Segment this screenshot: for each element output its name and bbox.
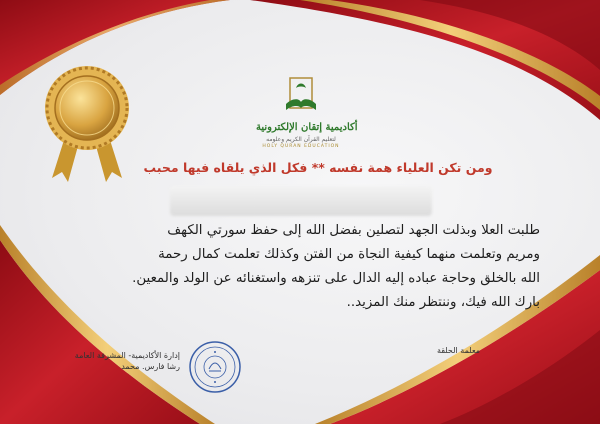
admin-name: رشا فارس. محمد (121, 362, 180, 371)
certificate-body (60, 219, 540, 315)
body-line: بارك الله فيك، وننتظر منك المزيد.. (346, 295, 540, 310)
body-line: طلبت العلا وبذلت الجهد لتصلين بفضل الله إلى حفظ سورتي الكهف (167, 223, 540, 238)
logo-english: HOLY QURAN EDUCATION (262, 144, 340, 149)
academy-logo (256, 78, 358, 160)
medal-icon (45, 66, 129, 150)
stamp-icon (190, 342, 240, 392)
body-line: ومريم وتعلمت منهما كيفية النجاة من الفتن وكذلك تعلمت كمال رحمة (158, 247, 540, 262)
logo-subtitle: لتعليم القرآن الكريم وعلومه (266, 136, 336, 143)
motto: ومن تكن العلياء همة نفسه ** فكل الذي يلقاه فيها محبب (143, 160, 493, 175)
logo-name: أكاديمية إتقان الإلكترونية (256, 122, 358, 133)
recipient-name-blurred (170, 186, 432, 216)
body-line: الله بالخلق وحاجة عباده إليه الدال على تنزهه واستغنائه عن الولد والمعين. (132, 271, 540, 286)
admin-title: إدارة الأكاديمية- المشرفة العامة (74, 351, 180, 360)
admin-signature (70, 350, 180, 372)
teacher-signature-label: معلمة الحلقة (436, 346, 480, 355)
